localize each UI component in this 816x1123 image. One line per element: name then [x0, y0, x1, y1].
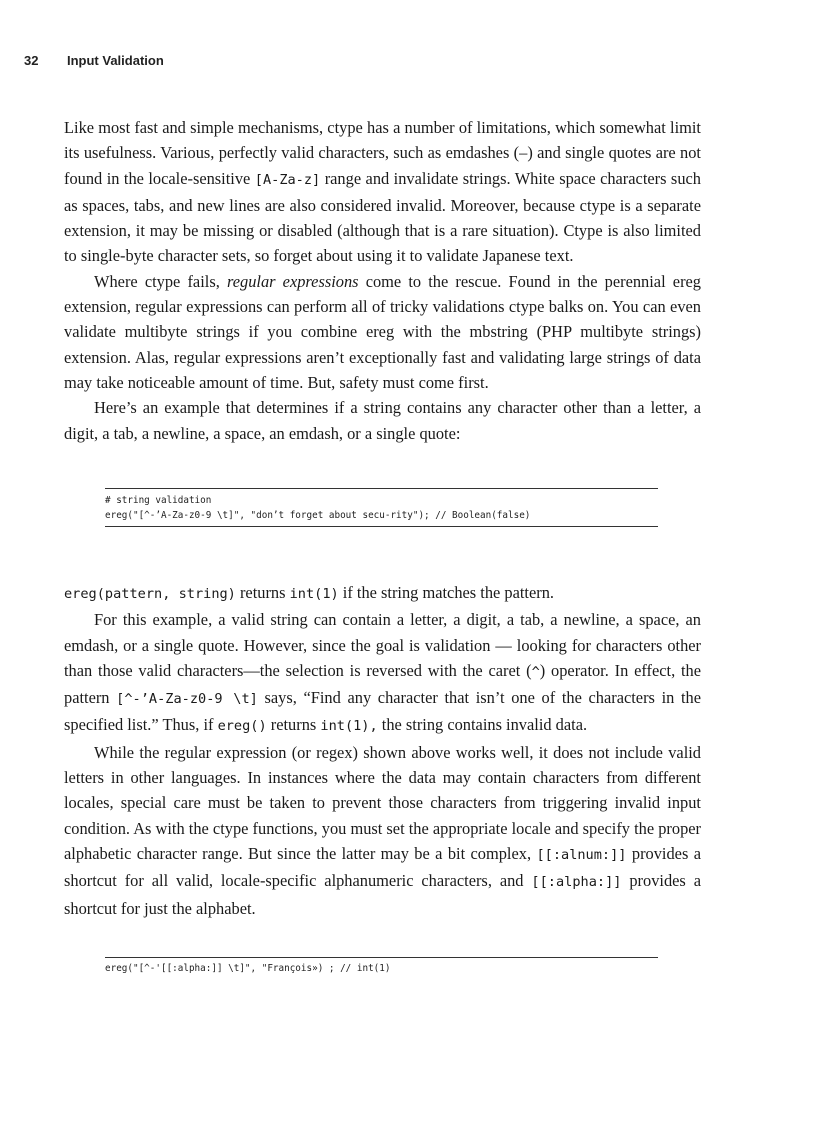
listing-rule-top: [105, 488, 658, 489]
inline-code: int(1),: [320, 718, 378, 735]
paragraph-4: ereg(pattern, string) returns int(1) if the string matches the pattern.: [64, 583, 554, 602]
paragraph-2: Where ctype fails, regular expressions come to the rescue. Found in the perennial ereg extension, regular expressions can perform all of tricky validations ctype balks on. You can even validate multibyte strings if you combine ereg with the mbstring (PHP multibyte strings) extension. Alas, regular expressions aren’t exceptionally fast and validating large strings of data may take noticeable amount of time. But, safety must come first.: [64, 271, 701, 392]
paragraph-1: Like most fast and simple mechanisms, ctype has a number of limitations, which somewhat limit its usefulness. Various, perfectly valid characters, such as emdashes (–) and single quotes are not found in the locale-sensitive [A-Za-z] range and invalidate strings. White space characters such as spaces, tabs, and new lines are also considered invalid. Moreover, because ctype is a separate extension, it may be missing or disabled (although that is a rare situation). Ctype is also limited to single-byte character sets, so forget about using it to validate Japanese text.: [64, 118, 701, 266]
running-header: [24, 53, 164, 68]
code-line: ereg("[^-'[[:alpha:]] \t]", "François») ; // int(1): [105, 963, 391, 974]
paragraph-6: While the regular expression (or regex) shown above works well, it does not include valid letters in other languages. In instances where the data may contain characters from different locales, special care must be taken to prevent those characters from triggering invalid input condition. As with the ctype functions, you must set the appropriate locale and specify the proper alphabetic character range. But since the latter may be a bit complex, [[:alnum:]] provides a shortcut for all valid, locale-specific alphanumeric characters, and [[:alpha:]] provides a shortcut for just the alphabet.: [64, 742, 701, 918]
paragraph-5: For this example, a valid string can contain a letter, a digit, a tab, a newline, a space, an emdash, or a single quote. However, since the goal is validation — looking for characters other than those valid characters—the selection is reversed with the caret (^) operator. In effect, the pattern [^-’A-Za-z0-9 \t] says, “Find any character that isn’t one of the characters in the specified list.” Thus, if ereg() returns int(1), the string contains invalid data.: [64, 610, 702, 735]
listing-rule-bottom: [105, 526, 658, 527]
body-text-2: [64, 580, 701, 921]
inline-code: [[:alpha:]]: [531, 874, 622, 891]
inline-code: [A-Za-z]: [254, 171, 321, 188]
inline-code: int(1): [289, 586, 339, 602]
inline-code: [[:alnum:]]: [536, 846, 627, 863]
inline-code: ereg(): [217, 718, 267, 735]
chapter-title: Input Validation: [67, 53, 164, 68]
page-number: 32: [24, 53, 39, 68]
inline-code: [^-’A-Za-z0-9 \t]: [116, 691, 258, 708]
code-listing-2: [105, 957, 658, 976]
paragraph-3: Here’s an example that determines if a string contains any character other than a letter, a digit, a tab, a newline, a space, an emdash, or a single quote:: [64, 398, 701, 443]
inline-code: ereg(pattern, string): [64, 586, 236, 602]
body-text-1: [64, 115, 701, 446]
inline-code: ^: [531, 663, 540, 680]
code-line: # string validation: [105, 495, 212, 506]
listing-rule-top: [105, 957, 658, 958]
code-line: ereg("[^-’A-Za-z0-9 \t]", "don’t forget about secu-rity"); // Boolean(false): [105, 510, 531, 521]
emphasis: regular expressions: [226, 271, 359, 291]
code-listing-1: [105, 488, 658, 527]
